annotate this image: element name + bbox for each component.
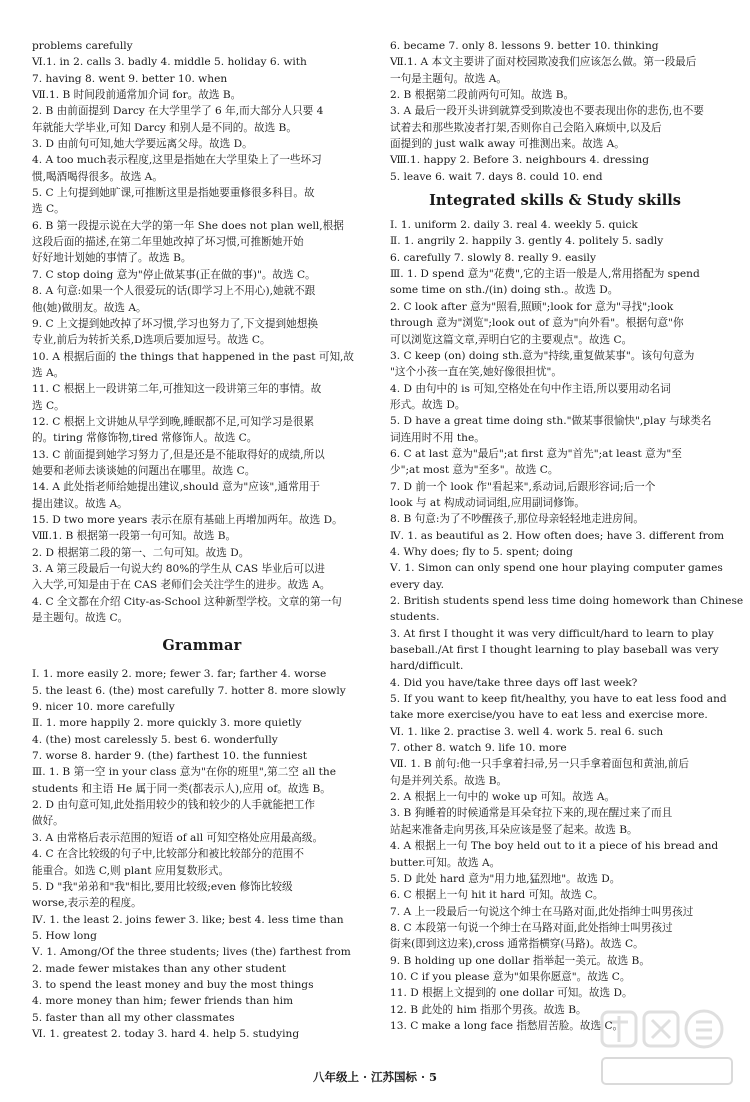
answer-line: 13. C make a long face 指愁眉苦脸。故选 C。 xyxy=(390,1019,624,1032)
answer-line: 能重合。如选 C,则 plant 应用复数形式。 xyxy=(32,864,230,877)
answer-line: 5. the least 6. (the) most carefully 7. hotter 8. more slowly xyxy=(32,684,346,697)
answer-line: 2. D 由句意可知,此处指用较少的钱和较少的人手就能把工作 xyxy=(32,799,315,812)
answer-line: 是主题句。故选 C。 xyxy=(32,612,129,625)
answer-line: Ⅷ.1. B 根据第一段第一句可知。故选 B。 xyxy=(32,530,237,543)
answer-line: 6. C 根据上一句 hit it hard 可知。故选 C。 xyxy=(390,889,604,902)
answer-line: 8. C 本段第一句说一个绅士在马路对面,此处指绅士叫男孩过 xyxy=(390,921,673,934)
watermark-logo-icon xyxy=(592,1006,742,1096)
answer-line: 4. Did you have/take three days off last week? xyxy=(390,676,638,689)
answer-line: Ⅵ. 1. greatest 2. today 3. hard 4. help 5. studying xyxy=(32,1027,300,1040)
answer-line: 2. D 根据第二段的第一、二句可知。故选 D。 xyxy=(32,546,250,559)
answer-line: 5. D "我"弟弟和"我"相比,要用比较级;even 修饰比较级 xyxy=(32,880,293,893)
answer-line: 选 C。 xyxy=(32,399,65,412)
answer-line: hard/difficult. xyxy=(390,660,464,673)
answer-line: 她要和老师去谈谈她的问题出在哪里。故选 C。 xyxy=(32,464,256,477)
answer-line: 4. A too much表示程度,这里是指她在大学里染上了一些坏习 xyxy=(32,154,322,167)
answer-line: 4. A 根据上一句 The boy held out to it a piece of his bread and xyxy=(390,840,719,853)
answer-line: 做好。 xyxy=(32,815,64,828)
grammar-heading: Grammar xyxy=(162,637,242,655)
answer-line: students 和主语 He 属于同一类(都表示人),应用 of。故选 B。 xyxy=(32,782,331,795)
answer-line: 选 C。 xyxy=(32,203,65,216)
answer-line: 12. B 此处的 him 指那个男孩。故选 B。 xyxy=(390,1003,587,1016)
answer-line: baseball./At first I thought learning to play baseball was very xyxy=(390,644,719,657)
answer-line: 7. worse 8. harder 9. (the) farthest 10. the funniest xyxy=(32,750,308,763)
answer-line: 3. B 狗睡着的时候通常是耳朵耷拉下来的,现在醒过来了而且 xyxy=(390,807,673,820)
answer-line: 14. A 此处指老师给她提出建议,should 意为"应该",通常用于 xyxy=(32,481,320,494)
answer-line: 专业,前后为转折关系,D选项后要加逗号。故选 C。 xyxy=(32,334,271,347)
answer-line: Ⅶ.1. A 本文主要讲了面对校园欺凌我们应该怎么做。第一段最后 xyxy=(390,56,697,69)
answer-line: 7. D 前一个 look 作"看起来",系动词,后跟形容词;后一个 xyxy=(390,480,656,493)
answer-line: 3. A 最后一段开头讲到就算受到欺凌也不要表现出你的悲伤,也不要 xyxy=(390,105,704,118)
answer-line: look 与 at 构成动词词组,应用副词修饰。 xyxy=(390,496,585,509)
answer-line: 9. B holding up one dollar 指举起一美元。故选 B。 xyxy=(390,954,650,967)
answer-line: Ⅵ.1. in 2. calls 3. badly 4. middle 5. holiday 6. with xyxy=(32,56,307,69)
answer-line: 2. C look after 意为"照看,照顾";look for 意为"寻找";look xyxy=(390,300,674,313)
answer-line: Ⅱ. 1. angrily 2. happily 3. gently 4. politely 5. sadly xyxy=(390,235,664,248)
answer-line: 站起来准备走向男孩,耳朵应该是竖了起来。故选 B。 xyxy=(390,823,638,836)
answer-line: 12. C 根据上文讲她从早学到晚,睡眠都不足,可知学习是很累 xyxy=(32,415,315,428)
answer-line: 6. became 7. only 8. lessons 9. better 10. thinking xyxy=(390,40,659,52)
answer-line: take more exercise/you have to eat less and exercise more. xyxy=(390,709,708,722)
answer-line: 这段后面的描述,在第二年里她改掉了坏习惯,可推断她开始 xyxy=(32,236,304,249)
answer-line: 好好地计划她的事情了。故选 B。 xyxy=(32,252,192,265)
answer-line: 7. A 上一段最后一句说这个绅士在马路对面,此处指绅士叫男孩过 xyxy=(390,905,694,918)
answer-line: 提出建议。故选 A。 xyxy=(32,497,128,510)
answer-line: Ⅱ. 1. more happily 2. more quickly 3. more quietly xyxy=(32,717,302,730)
answer-line: 11. D 根据上文提到的 one dollar 可知。故选 D。 xyxy=(390,987,633,1000)
answer-line: 4. (the) most carelessly 5. best 6. wonderfully xyxy=(32,733,278,746)
answer-line: 9. nicer 10. more carefully xyxy=(32,701,175,714)
answer-line: 2. B 根据第二段前两句可知。故选 B。 xyxy=(390,89,575,102)
answer-line: 2. made fewer mistakes than any other student xyxy=(32,962,287,975)
answer-line: 2. B 由前面提到 Darcy 在大学里学了 6 年,而大部分人只要 4 xyxy=(32,105,324,118)
answer-line: Ⅲ. 1. B 第一空 in your class 意为"在你的班里",第二空 all the xyxy=(32,766,337,779)
answer-line: 街来(即到这边来),cross 通常指横穿(马路)。故选 C。 xyxy=(390,938,644,951)
answer-line: Ⅵ. 1. like 2. practise 3. well 4. work 5. real 6. such xyxy=(390,725,664,738)
answer-line: 5. D have a great time doing sth."做某事很愉快",play 与球类名 xyxy=(390,415,712,428)
right-top-answer-lines xyxy=(390,38,720,185)
answer-line: 4. D 由句中的 is 可知,空格处在句中作主语,所以要用动名词 xyxy=(390,382,671,395)
answer-line: 试着去和那些欺凌者打架,否则你自己会陷入麻烦中,以及后 xyxy=(390,121,662,134)
answer-line: every day. xyxy=(390,578,444,591)
answer-line: 4. more money than him; fewer friends than him xyxy=(32,995,294,1008)
answer-line: 一句是主题句。故选 A。 xyxy=(390,72,507,85)
answer-line: 5. faster than all my other classmates xyxy=(32,1011,235,1024)
answer-line: Ⅶ.1. B 时间段前通常加介词 for。故选 B。 xyxy=(32,89,242,102)
right-column xyxy=(390,38,744,1034)
answer-line: 6. C at last 意为"最后";at first 意为"首先";at least 意为"至 xyxy=(390,447,682,460)
answer-line: 入大学,可知是由于在 CAS 老师们会关注学生的进步。故选 A。 xyxy=(32,579,331,592)
page-footer: 八年级上 · 江苏国标 · 5 xyxy=(312,1070,438,1084)
answer-line: 词连用时不用 the。 xyxy=(390,431,485,444)
answer-line: 选 A。 xyxy=(32,366,65,379)
answer-line: 惯,喝酒喝得很多。故选 A。 xyxy=(32,170,163,183)
answer-line: 6. B 第一段提示说在大学的第一年 She does not plan well,根据 xyxy=(32,219,344,232)
integrated-skills-answer-lines xyxy=(390,217,744,1034)
answer-line: 6. carefully 7. slowly 8. really 9. easily xyxy=(390,251,596,264)
answer-line: through 意为"浏览";look out of 意为"向外看"。根据句意"你 xyxy=(390,317,684,330)
answer-line: 11. C 根据上一段讲第二年,可推知这一段讲第三年的事情。故 xyxy=(32,383,322,396)
answer-line: 10. C if you please 意为"如果你愿意"。故选 C。 xyxy=(390,970,631,983)
answer-line: Ⅳ. 1. the least 2. joins fewer 3. like; best 4. less time than xyxy=(32,913,344,926)
answer-line: 9. C 上文提到她改掉了坏习惯,学习也努力了,下文提到她想换 xyxy=(32,317,318,330)
answer-line: 3. to spend the least money and buy the most things xyxy=(32,978,314,991)
answer-line: 5. If you want to keep fit/healthy, you have to eat less food and xyxy=(390,693,727,706)
answer-line: 2. British students spend less time doing homework than Chinese xyxy=(390,595,744,607)
answer-line: 3. D 由前句可知,她大学要远离父母。故选 D。 xyxy=(32,138,253,151)
answer-line: Ⅰ. 1. more easily 2. more; fewer 3. far; farther 4. worse xyxy=(32,668,327,681)
answer-line: Ⅷ.1. happy 2. Before 3. neighbours 4. dressing xyxy=(390,154,649,167)
answer-line: 3. A 由常格后表示范围的短语 of all 可知空格处应用最高级。 xyxy=(32,831,324,844)
answer-line: Ⅰ. 1. uniform 2. daily 3. real 4. weekly 5. quick xyxy=(390,219,638,232)
answer-line: students. xyxy=(390,611,440,624)
answer-line: 5. leave 6. wait 7. days 8. could 10. end xyxy=(390,170,603,183)
answer-line: 年就能大学毕业,可知 Darcy 和别人是不同的。故选 B。 xyxy=(32,121,297,134)
grammar-answer-lines xyxy=(32,666,372,1042)
answer-line: Ⅴ. 1. Among/Of the three students; lives (the) farthest from xyxy=(32,946,351,959)
integrated-skills-heading: Integrated skills & Study skills xyxy=(429,192,681,210)
answer-line: 4. Why does; fly to 5. spent; doing xyxy=(390,545,573,558)
answer-line: 形式。故选 D。 xyxy=(390,398,466,411)
answer-line: worse,表示差的程度。 xyxy=(32,897,142,910)
answer-line: 7. other 8. watch 9. life 10. more xyxy=(390,742,567,755)
answer-line: Ⅲ. 1. D spend 意为"花费",它的主语一般是人,常用搭配为 spend xyxy=(390,268,700,281)
answer-line: 3. A 第三段最后一句说大约 80%的学生从 CAS 毕业后可以进 xyxy=(32,563,326,575)
answer-line: 5. D 此处 hard 意为"用力地,猛烈地"。故选 D。 xyxy=(390,872,621,885)
answer-line: Ⅴ. 1. Simon can only spend one hour playing computer games xyxy=(390,562,723,575)
answer-line: Ⅳ. 1. as beautiful as 2. How often does; have 3. different from xyxy=(390,529,725,542)
answer-line: 3. At first I thought it was very difficult/hard to learn to play xyxy=(390,627,714,640)
answer-line: 5. C 上句提到她旷课,可推断这里是指她要重修很多科目。故 xyxy=(32,187,315,200)
watermark-logo xyxy=(592,1006,742,1096)
answer-line: 8. A 句意:如果一个人很爱玩的话(即学习上不用心),她就不跟 xyxy=(32,285,316,298)
answer-line: 他(她)做朋友。故选 A。 xyxy=(32,301,147,314)
answer-line: 3. C keep (on) doing sth.意为"持续,重复做某事"。该句句意为 xyxy=(390,349,695,362)
answer-line: 4. C 全文都在介绍 City-as-School 这种新型学校。文章的第一句 xyxy=(32,595,342,608)
answer-line: 可以浏览这篇文章,弄明白它的主要观点"。故选 C。 xyxy=(390,333,633,346)
answer-line: 的。tiring 常修饰物,tired 常修饰人。故选 C。 xyxy=(32,432,258,445)
answer-line: 少";at most 意为"至多"。故选 C。 xyxy=(390,464,559,477)
answer-line: "这个小孩一直在笑,她好像很担忧"。 xyxy=(390,366,563,379)
answer-line: 10. A 根据后面的 the things that happened in the past 可知,故 xyxy=(32,350,354,363)
answer-line: Ⅶ. 1. B 前句:他一只手拿着扫帚,另一只手拿着面包和黄油,前后 xyxy=(390,758,689,771)
answer-line: 句是并列关系。故选 B。 xyxy=(390,774,508,787)
answer-line: 8. B 句意:为了不吵醒孩子,那位母亲轻轻地走进房间。 xyxy=(390,513,645,526)
left-answer-lines xyxy=(32,38,372,626)
answer-line: butter.可知。故选 A。 xyxy=(390,856,501,869)
answer-line: 13. C 前面提到她学习努力了,但是还是不能取得好的成绩,所以 xyxy=(32,448,325,461)
answer-line: 2. A 根据上一句中的 woke up 可知。故选 A。 xyxy=(390,791,616,804)
answer-line: problems carefully xyxy=(32,40,133,52)
answer-line: 4. C 在含比较级的句子中,比较部分和被比较部分的范围不 xyxy=(32,848,304,861)
answer-line: 15. D two more years 表示在原有基础上再增加两年。故选 D。 xyxy=(32,513,343,526)
left-column xyxy=(32,38,372,1042)
answer-line: 7. having 8. went 9. better 10. when xyxy=(32,72,228,85)
answer-line: some time on sth./(in) doing sth.。故选 D。 xyxy=(390,284,619,297)
answer-line: 5. How long xyxy=(32,929,97,942)
answer-line: 7. C stop doing 意为"停止做某事(正在做的事)"。故选 C。 xyxy=(32,268,316,281)
answer-line: 面提到的 just walk away 可推测出来。故选 A。 xyxy=(390,138,625,151)
